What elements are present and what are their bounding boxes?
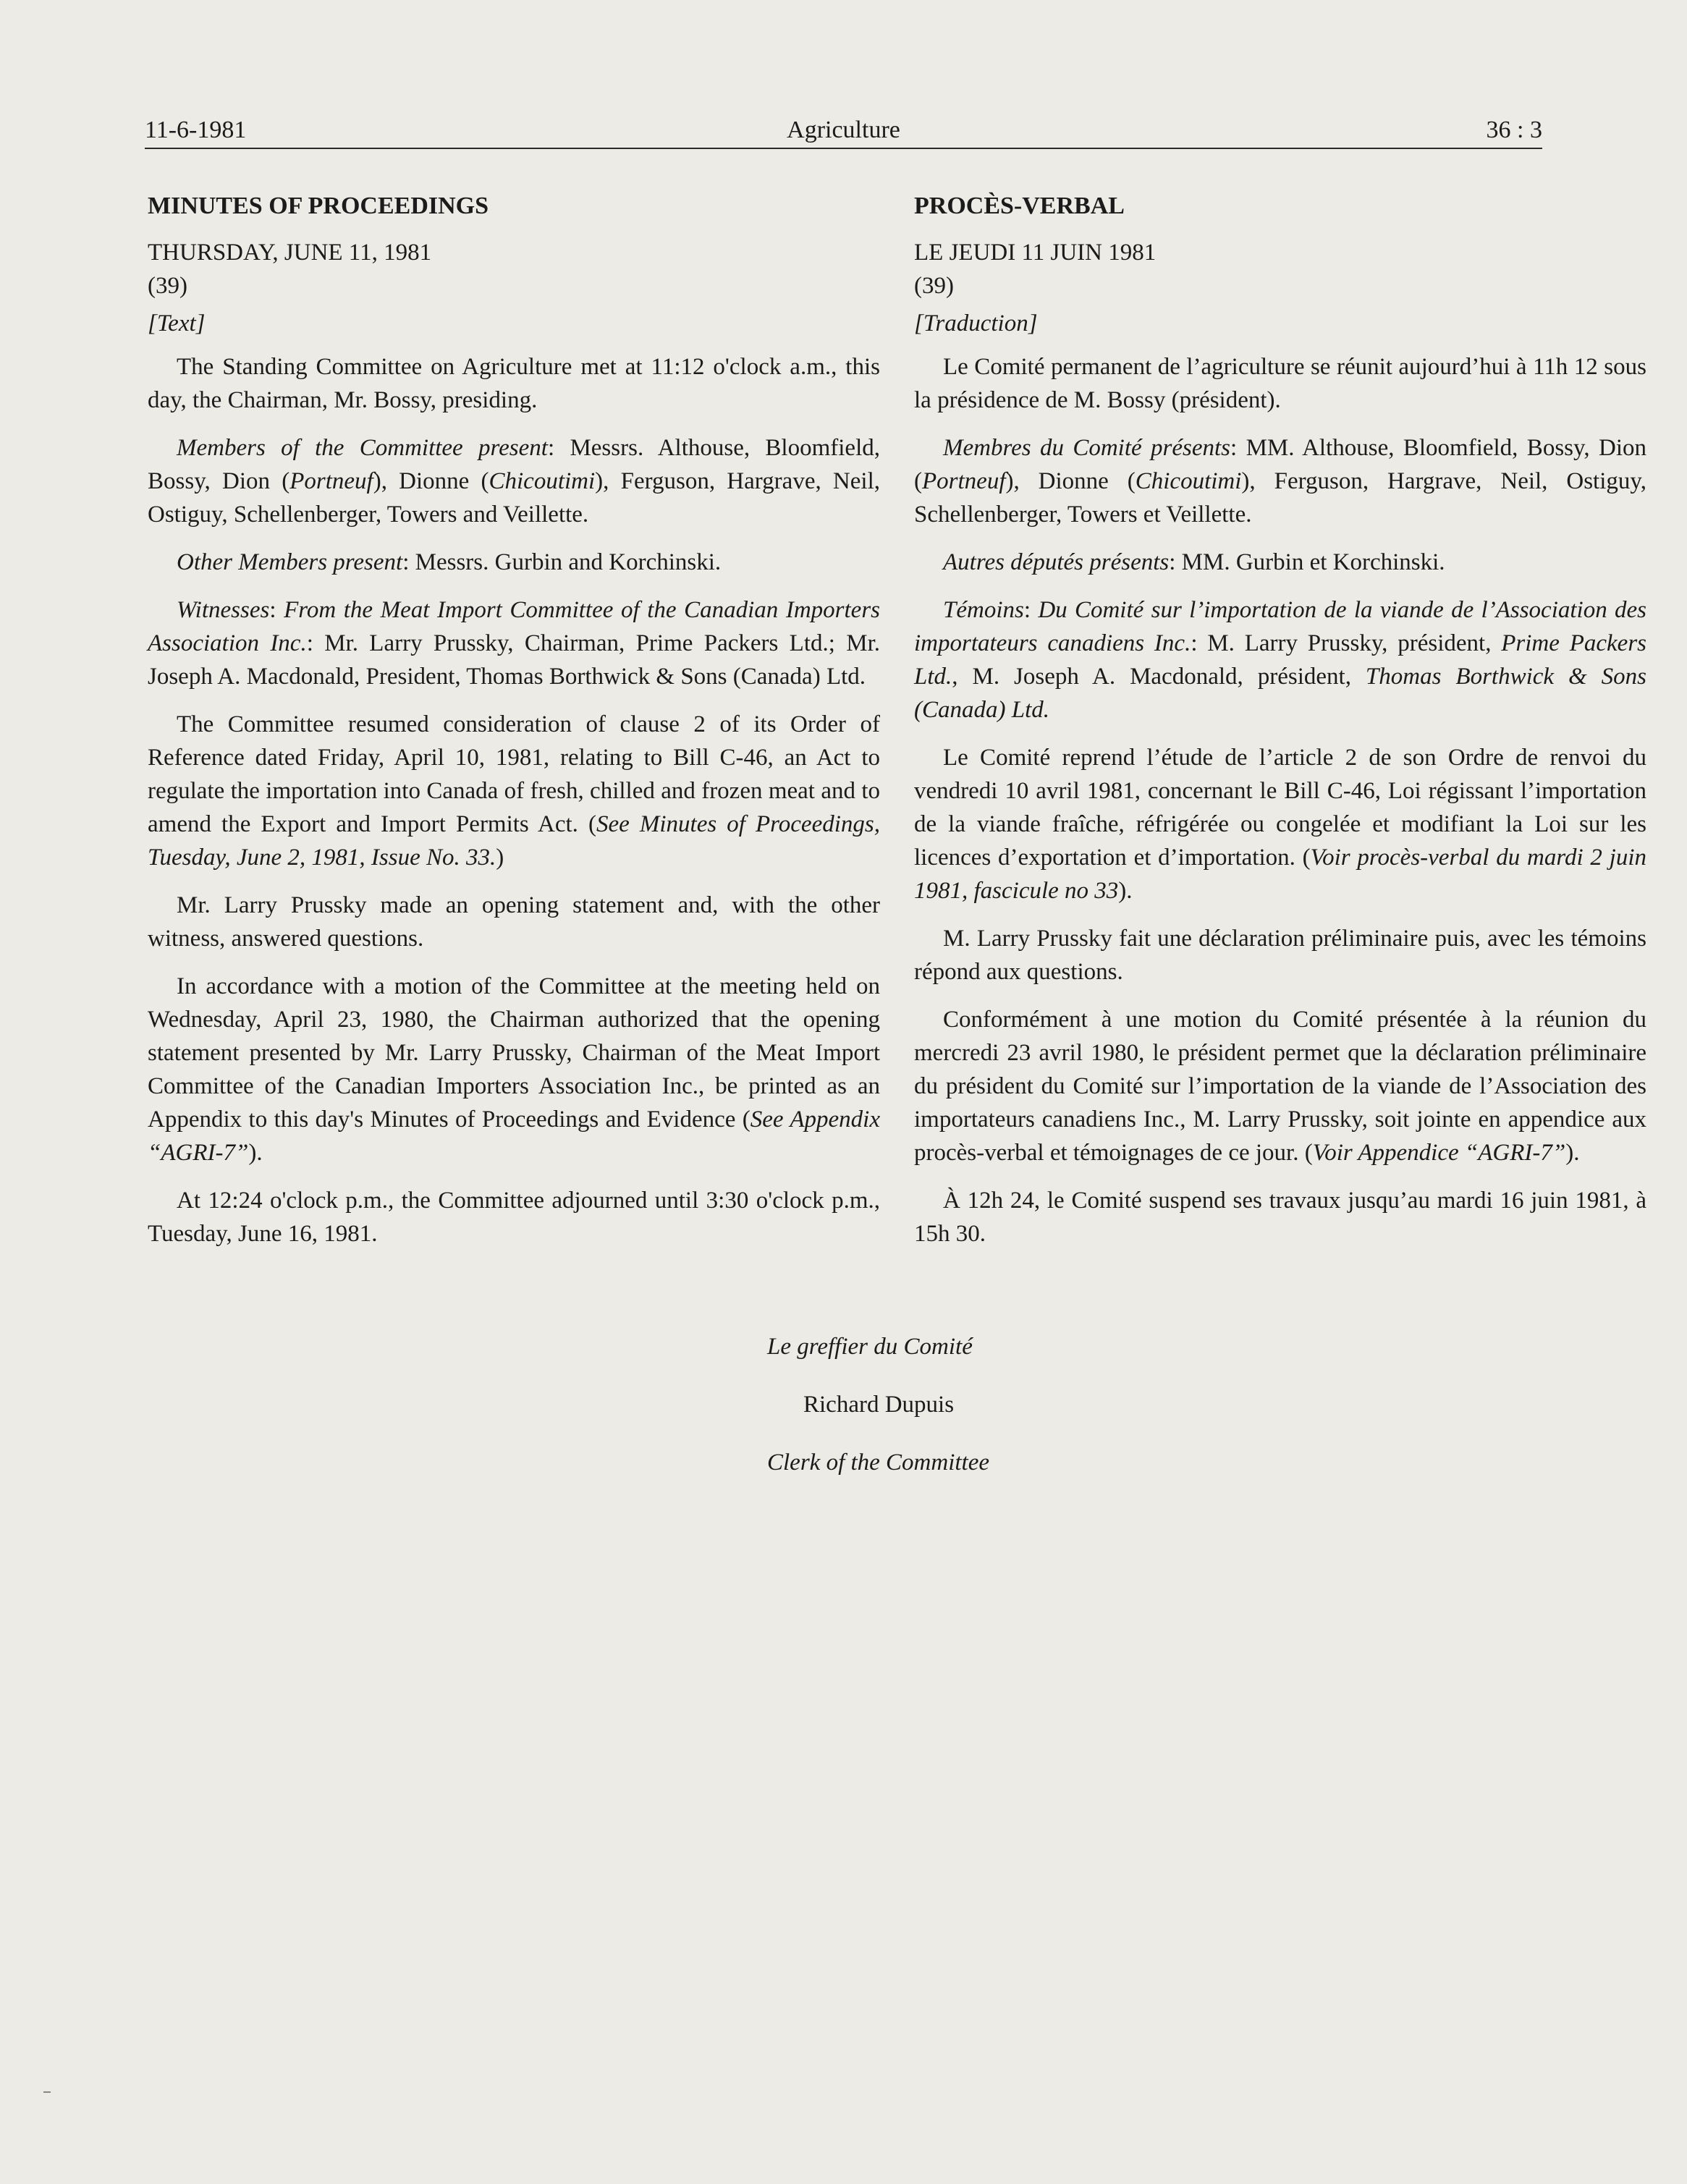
english-paragraph-opening: The Standing Committee on Agriculture met at 11:12 o'clock a.m., this day, the Chairman, Mr. Bossy, presiding. bbox=[148, 354, 880, 413]
english-column bbox=[148, 190, 880, 1265]
english-paragraph-witnesses: Witnesses: From the Meat Import Committee of the Canadian Importers Association Inc.: Mr. Larry Prussky, Chairman, Prime Packers Ltd.; Mr. Joseph A. Macdonald, President, Thomas Borthwick & Sons (Canada) Ltd. bbox=[148, 597, 881, 690]
english-members-label: Members of the Committee present bbox=[177, 435, 548, 461]
french-tag: [Traduction] bbox=[914, 310, 1038, 337]
english-paragraph-adjourned: At 12:24 o'clock p.m., the Committee adjourned until 3:30 o'clock p.m., Tuesday, June 16, 1981. bbox=[148, 1188, 880, 1247]
french-paragraph-opening: Le Comité permanent de l’agriculture se réunit aujourd’hui à 11h 12 sous la présidence de M. Bossy (président). bbox=[914, 354, 1646, 413]
french-paragraph-adjourned: À 12h 24, le Comité suspend ses travaux jusqu’au mardi 16 juin 1981, à 15h 30. bbox=[914, 1188, 1646, 1247]
french-paragraph-resumed: Le Comité reprend l’étude de l’article 2 de son Ordre de renvoi du vendredi 10 avril 1981, concernant le Bill C-46, Loi régissant l’importation de la viande fraîche, réfrigérée ou congelée et modifiant la Loi sur les licences d’exportation et d’importation. (Voir procès-verbal du mardi 2 juin 1981, fascicule no 33). bbox=[914, 745, 1646, 904]
english-paragraph-members: Members of the Committee present: Messrs. Althouse, Bloomfield, Bossy, Dion (Portneuf), Dionne (Chicoutimi), Ferguson, Hargrave, Neil, Ostiguy, Schellenberger, Towers and Veillette. bbox=[148, 435, 880, 528]
english-number: (39) bbox=[148, 273, 187, 299]
english-day: THURSDAY, JUNE 11, 1981 bbox=[148, 240, 432, 266]
english-paragraph-motion: In accordance with a motion of the Committee at the meeting held on Wednesday, April 23, 1980, the Chairman authorized that the opening statement presented by Mr. Larry Prussky, Chairman of the Meat Import Committee of the Canadian Importers Association Inc., be printed as an Appendix to this day's Minutes of Proceedings and Evidence (See Appendix “AGRI-7”). bbox=[148, 973, 880, 1166]
french-column bbox=[914, 190, 1646, 1265]
french-paragraph-motion: Conformément à une motion du Comité présentée à la réunion du mercredi 23 avril 1980, le président permet que la déclaration préliminaire du président du Comité sur l’importation de la viande de l’Association des importateurs canadiens Inc., M. Larry Prussky, soit jointe en appendice aux procès-verbal et témoignages de ce jour. (Voir Appendice “AGRI-7”). bbox=[914, 1007, 1646, 1166]
french-title: PROCÈS-VERBAL bbox=[914, 192, 1125, 219]
french-paragraph-members: Membres du Comité présents: MM. Althouse, Bloomfield, Bossy, Dion (Portneuf), Dionne (Chicoutimi), Ferguson, Hargrave, Neil, Ostiguy, Schellenberger, Towers et Veillette. bbox=[914, 435, 1646, 528]
clerk-name: Richard Dupuis bbox=[803, 1392, 955, 1418]
english-title: MINUTES OF PROCEEDINGS bbox=[148, 192, 489, 219]
french-paragraph-statement: M. Larry Prussky fait une déclaration préliminaire puis, avec les témoins répond aux questions. bbox=[914, 926, 1646, 985]
french-number: (39) bbox=[914, 273, 954, 299]
header-title: Agriculture bbox=[787, 117, 900, 143]
scan-margin-mark bbox=[43, 2091, 51, 2093]
header-page-number: 36 : 3 bbox=[1486, 117, 1542, 143]
french-day: LE JEUDI 11 JUIN 1981 bbox=[914, 240, 1157, 266]
signature-block bbox=[767, 1330, 1071, 1479]
english-paragraph-other-members: Other Members present: Messrs. Gurbin and Korchinski. bbox=[177, 549, 722, 575]
french-paragraph-witnesses: Témoins: Du Comité sur l’importation de la viande de l’Association des importateurs canadiens Inc.: M. Larry Prussky, président, Prime Packers Ltd., M. Joseph A. Macdonald, président, Thomas Borthwick & Sons (Canada) Ltd. bbox=[914, 597, 1647, 723]
header-date: 11-6-1981 bbox=[145, 117, 247, 143]
french-paragraph-other-members: Autres députés présents: MM. Gurbin et Korchinski. bbox=[943, 549, 1445, 575]
clerk-title-french: Le greffier du Comité bbox=[767, 1334, 973, 1360]
english-paragraph-resumed: The Committee resumed consideration of clause 2 of its Order of Reference dated Friday, April 10, 1981, relating to Bill C-46, an Act to regulate the importation into Canada of fresh, chilled and frozen meat and to amend the Export and Import Permits Act. (See Minutes of Proceedings, Tuesday, June 2, 1981, Issue No. 33.) bbox=[148, 711, 880, 871]
english-paragraph-statement: Mr. Larry Prussky made an opening statement and, with the other witness, answered questions. bbox=[148, 892, 880, 952]
english-tag: [Text] bbox=[148, 310, 206, 337]
running-header bbox=[145, 113, 1542, 149]
clerk-title-english: Clerk of the Committee bbox=[767, 1449, 990, 1476]
